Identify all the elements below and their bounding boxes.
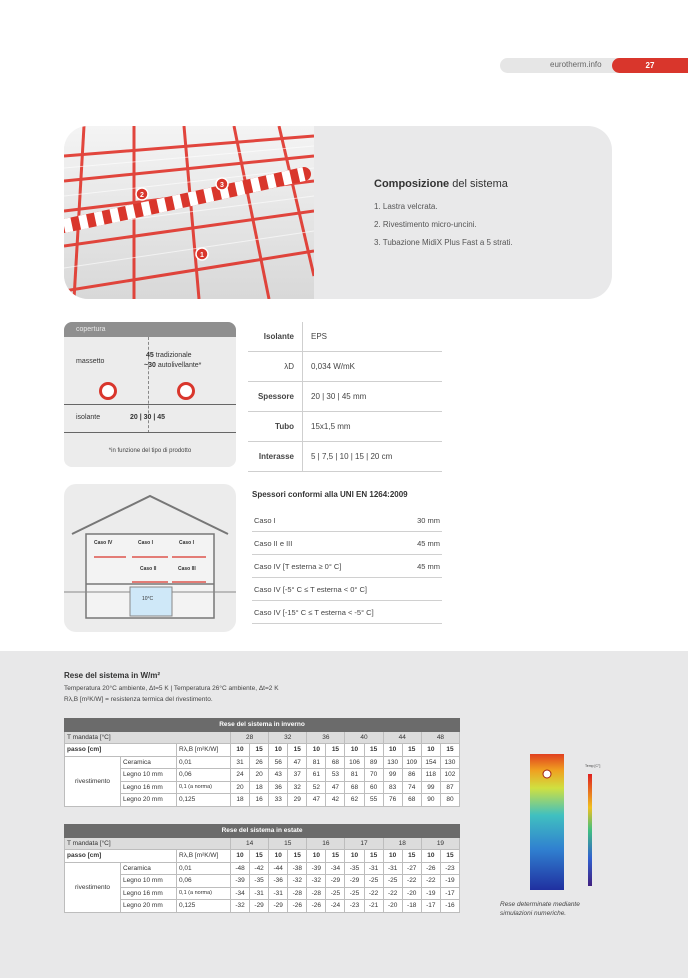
properties-table <box>248 322 442 472</box>
section-title: Rese del sistema in W/m² <box>64 671 161 680</box>
table-row: Interasse 5 | 7,5 | 10 | 15 | 20 cm <box>248 442 442 472</box>
basement-temp: 10°C <box>142 596 154 602</box>
thickness-auto: ~30 autolivellante* <box>144 362 202 369</box>
site-name: eurotherm.info <box>550 60 602 69</box>
table-row: Tubo 15x1,5 mm <box>248 412 442 442</box>
room-label: Caso I <box>179 540 195 546</box>
marker-3 <box>216 178 228 190</box>
layer-header: copertura <box>64 322 236 337</box>
page-header <box>500 58 688 73</box>
table-row: Legno 16 mm 0,1 (a norma) 20 18 36 32 52 47 68 60 83 74 99 87 <box>65 781 460 794</box>
massetto-label: massetto <box>76 358 105 365</box>
summer-table: Rese del sistema in estate T mandata [°C] 14 15 16 17 18 19 passo [cm] Rλ,B [m²K/W] 10 15 10 15 10 15 10 15 10 15 10 15 rivestimento Ceramica 0,01 -48 -42 -44 -38 -39 -34 -35 -31 -31 -27 -26 -23 Legno 10 mm 0,06 -39 -35 -36 -32 -32 -29 -29 -25 -25 -22 -22 -19 Legno 16 mm 0,1 (a norma) -34 -31 -31 -28 -28 -25 -25 -22 -22 -20 -19 -17 Legno 20 mm 0,125 -32 -29 -29 -26 -26 -24 -23 -21 -20 -18 -17 -16 <box>64 824 460 913</box>
isolante-label: isolante <box>76 414 101 421</box>
table-row: Caso II e III 45 mm <box>252 532 442 555</box>
table-row: λD 0,034 W/mK <box>248 352 442 382</box>
pipe-ring <box>177 382 195 400</box>
table-row: Caso IV [-15° C ≤ T esterna < -5° C] <box>252 601 442 624</box>
room-label: Caso II <box>140 566 157 572</box>
layer-line <box>64 432 236 433</box>
pipe-ring <box>99 382 117 400</box>
table-row: rivestimento Ceramica 0,01 -48 -42 -44 -38 -39 -34 -35 -31 -31 -27 -26 -23 <box>65 862 460 875</box>
thickness-table <box>252 490 442 624</box>
table-row: Isolante EPS <box>248 322 442 352</box>
page-number: 27 <box>612 58 688 73</box>
list-item: 2. Rivestimento micro-uncini. <box>374 220 477 229</box>
svg-text:2: 2 <box>140 192 144 199</box>
room-label: Caso I <box>138 540 154 546</box>
list-item: 1. Lastra velcrata. <box>374 202 438 211</box>
table-row: Caso IV [-5° C ≤ T esterna < 0° C] <box>252 578 442 601</box>
section-subtitle: Temperatura 20°C ambiente, Δt=5 K | Temperatura 26°C ambiente, Δt=2 K <box>64 685 279 692</box>
thickness-trad: 45 tradizionale <box>146 352 192 359</box>
table-row: Legno 16 mm 0,1 (a norma) -34 -31 -31 -28 -28 -25 -25 -22 -22 -20 -19 -17 <box>65 887 460 900</box>
table-row: Spessore 20 | 30 | 45 mm <box>248 382 442 412</box>
svg-text:1: 1 <box>200 252 204 259</box>
table-title: Rese del sistema in estate <box>65 825 460 838</box>
winter-table: Rese del sistema in inverno T mandata [°C] 28 32 36 40 44 48 passo [cm] Rλ,B [m²K/W] 10 15 10 15 10 15 10 15 10 15 10 15 rivestimento Ceramica 0,01 31 26 56 47 81 68 106 89 130 109 154 130 Legno 10 mm 0,06 24 20 43 37 61 53 81 70 99 86 118 102 Legno 16 mm 0,1 (a norma) 20 18 36 32 52 47 68 60 83 74 99 87 Legno 20 mm 0,125 18 16 33 29 47 42 62 55 76 68 90 80 <box>64 718 460 807</box>
list-item: 3. Tubazione MidiX Plus Fast a 5 strati. <box>374 238 513 247</box>
section-subtitle: Rλ,B [m²K/W] = resistenza termica del rivestimento. <box>64 696 213 703</box>
marker-2 <box>136 188 148 200</box>
layer-note: *in funzione del tipo di prodotto <box>108 448 192 454</box>
svg-text:3: 3 <box>220 182 224 189</box>
simulation-caption: Rese determinate mediante simulazioni numeriche. <box>500 901 580 917</box>
table-title: Rese del sistema in inverno <box>65 719 460 732</box>
composition-list <box>374 202 513 256</box>
scale-label: Temp [C°] <box>585 764 601 768</box>
marker-1 <box>196 248 208 260</box>
table-row: Caso IV [T esterna ≥ 0° C] 45 mm <box>252 555 442 578</box>
floor-system-illustration <box>64 126 314 299</box>
layer-diagram <box>64 322 236 467</box>
composition-panel <box>64 126 612 299</box>
thickness-title: Spessori conformi alla UNI EN 1264:2009 <box>252 490 408 499</box>
table-row: Legno 20 mm 0,125 -32 -29 -29 -26 -26 -24 -23 -21 -20 -18 -17 -16 <box>65 900 460 913</box>
house-drawing <box>64 484 236 632</box>
table-row: Legno 20 mm 0,125 18 16 33 29 47 42 62 55 76 68 90 80 <box>65 794 460 807</box>
composition-title: Composizione del sistema <box>374 178 508 190</box>
room-label: Caso III <box>178 566 196 572</box>
layer-line <box>64 404 236 405</box>
table-row: Caso I 30 mm <box>252 509 442 532</box>
isolante-values: 20 | 30 | 45 <box>130 414 166 421</box>
table-row: rivestimento Ceramica 0,01 31 26 56 47 81 68 106 89 130 109 154 130 <box>65 756 460 769</box>
house-diagram <box>64 484 236 632</box>
table-row: Legno 10 mm 0,06 -39 -35 -36 -32 -32 -29 -29 -25 -25 -22 -22 -19 <box>65 875 460 888</box>
thermal-simulation-image <box>528 752 602 892</box>
room-label: Caso IV <box>94 540 113 546</box>
table-row: Legno 10 mm 0,06 24 20 43 37 61 53 81 70 99 86 118 102 <box>65 769 460 782</box>
